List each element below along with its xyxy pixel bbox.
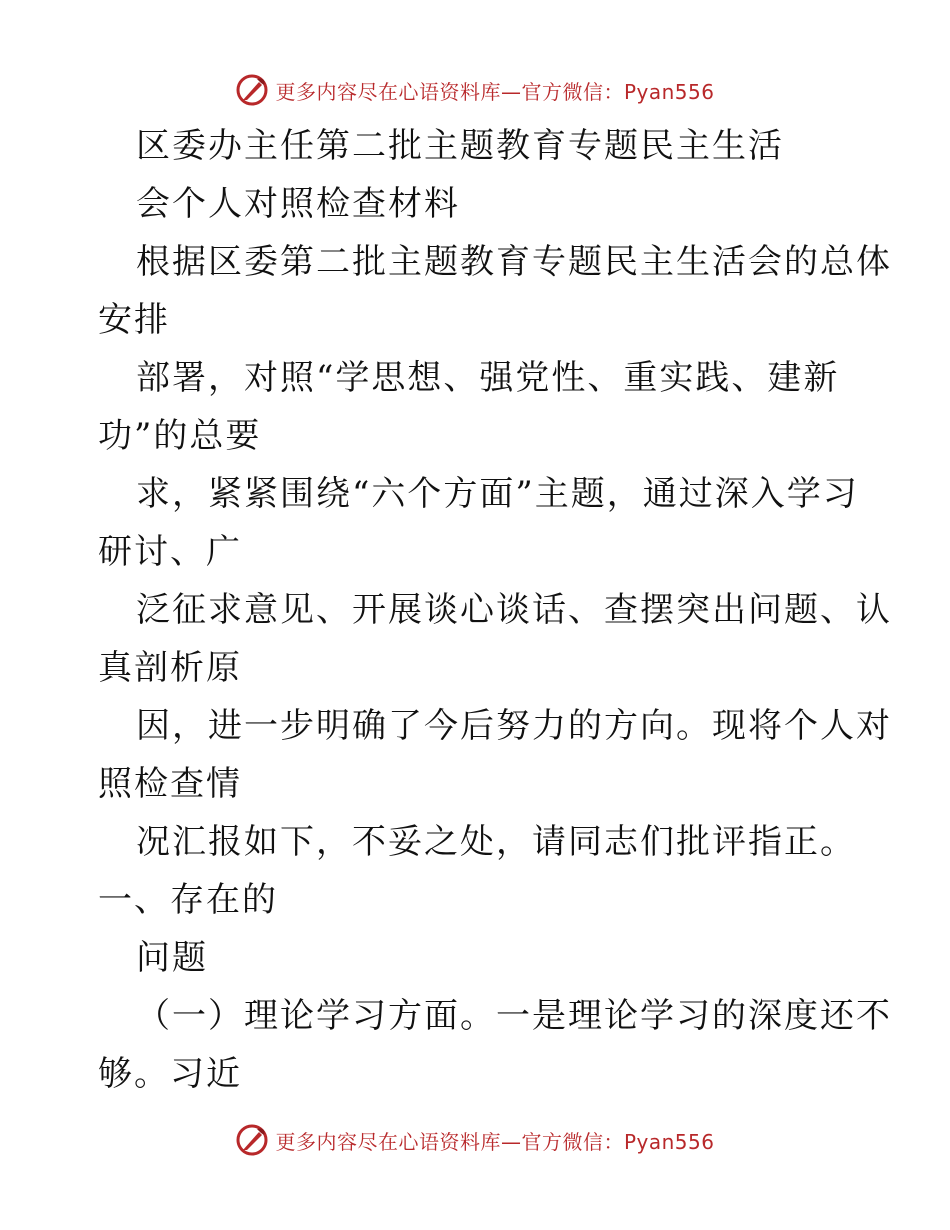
section-heading-line: 问题 — [136, 938, 208, 978]
paragraph-line: （一）理论学习方面。一是理论学习的深度还不 — [136, 996, 892, 1036]
quill-pen-logo-icon — [235, 73, 269, 107]
footer-watermark — [0, 1120, 950, 1160]
footer-watermark-text: 更多内容尽在心语资料库—官方微信：Pyan556 — [275, 1129, 715, 1154]
paragraph-line: 够。习近 — [98, 1054, 242, 1094]
header-watermark — [0, 70, 950, 110]
paragraph-line: 照检查情 — [98, 764, 242, 804]
section-heading-line: 一、存在的 — [98, 880, 278, 920]
paragraph-line: 况汇报如下，不妥之处，请同志们批评指正。 — [136, 822, 856, 862]
quill-pen-logo-icon — [235, 1123, 269, 1157]
paragraph-line: 研讨、广 — [98, 532, 242, 572]
paragraph-line: 泛征求意见、开展谈心谈话、查摆突出问题、认 — [136, 590, 892, 630]
paragraph-line: 真剖析原 — [98, 648, 242, 688]
paragraph-line: 部署，对照“学思想、强党性、重实践、建新 — [136, 358, 840, 398]
document-title-line-2: 会个人对照检查材料 — [136, 184, 460, 224]
paragraph-line: 安排 — [98, 300, 170, 340]
paragraph-line: 求，紧紧围绕“六个方面”主题，通过深入学习 — [136, 474, 859, 514]
header-watermark-text: 更多内容尽在心语资料库—官方微信：Pyan556 — [275, 79, 715, 104]
paragraph-line: 根据区委第二批主题教育专题民主生活会的总体 — [136, 242, 892, 282]
document-title-line-1: 区委办主任第二批主题教育专题民主生活 — [136, 126, 784, 166]
paragraph-line: 因，进一步明确了今后努力的方向。现将个人对 — [136, 706, 892, 746]
paragraph-line: 功”的总要 — [98, 416, 262, 456]
